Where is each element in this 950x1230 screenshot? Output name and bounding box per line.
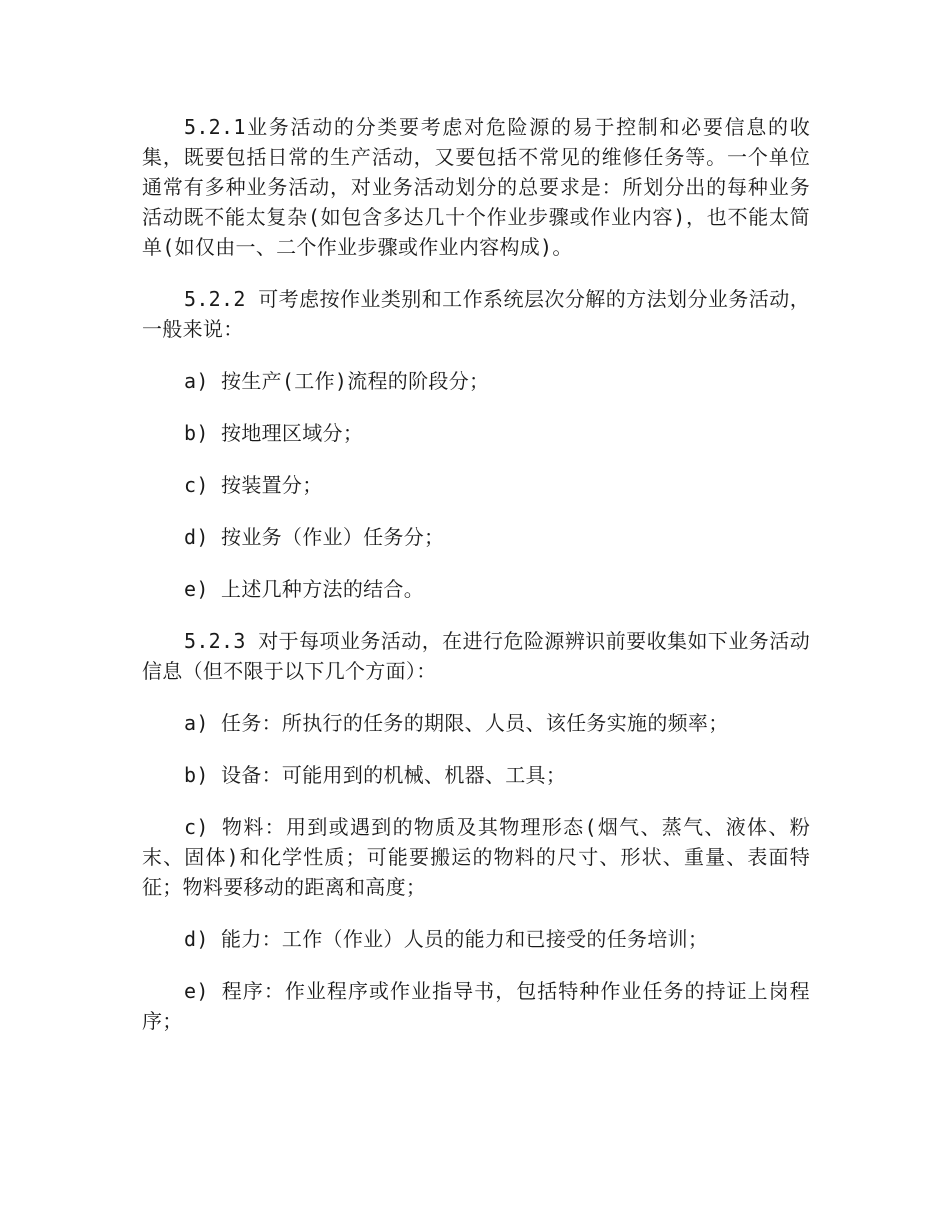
list-item-c-material-info: c) 物料：用到或遇到的物质及其物理形态(烟气、蒸气、液体、粉末、固体)和化学性质；可能要搬运的物料的尺寸、形状、重量、表面特征；物料要移动的距离和高度； — [142, 815, 810, 899]
list-item-c-equipment: c) 按装置分； — [184, 473, 323, 497]
document-page — [142, 112, 810, 1036]
list-item-b-equipment-info: b) 设备：可能用到的机械、机器、工具； — [184, 763, 567, 787]
paragraph-5-2-1: 5.2.1业务活动的分类要考虑对危险源的易于控制和必要信息的收集，既要包括日常的生产活动，又要包括不常见的维修任务等。一个单位通常有多种业务活动，对业务活动划分的总要求是：所划分出的每种业务活动既不能太复杂(如包含多达几十个作业步骤或作业内容)，也不能太简单(如仅由一、二个作业步骤或作业内容构成)。 — [142, 115, 810, 259]
list-item-e-procedure-info: e) 程序：作业程序或作业指导书，包括特种作业任务的持证上岗程序； — [142, 979, 810, 1033]
paragraph-5-2-3: 5.2.3 对于每项业务活动，在进行危险源辨识前要收集如下业务活动信息（但不限于以下几个方面）： — [142, 629, 810, 683]
list-item-b-geographic-area: b) 按地理区域分； — [184, 421, 364, 445]
list-item-d-capability-info: d) 能力：工作（作业）人员的能力和已接受的任务培训； — [184, 927, 709, 951]
list-item-a-task-info: a) 任务：所执行的任务的期限、人员、该任务实施的频率； — [184, 711, 729, 735]
list-item-d-task: d) 按业务（作业）任务分； — [184, 525, 445, 549]
list-item-e-combination: e) 上述几种方法的结合。 — [184, 577, 425, 601]
list-item-a-process-stage: a) 按生产(工作)流程的阶段分； — [184, 369, 490, 393]
paragraph-5-2-2: 5.2.2 可考虑按作业类别和工作系统层次分解的方法划分业务活动，一般来说： — [142, 287, 810, 341]
